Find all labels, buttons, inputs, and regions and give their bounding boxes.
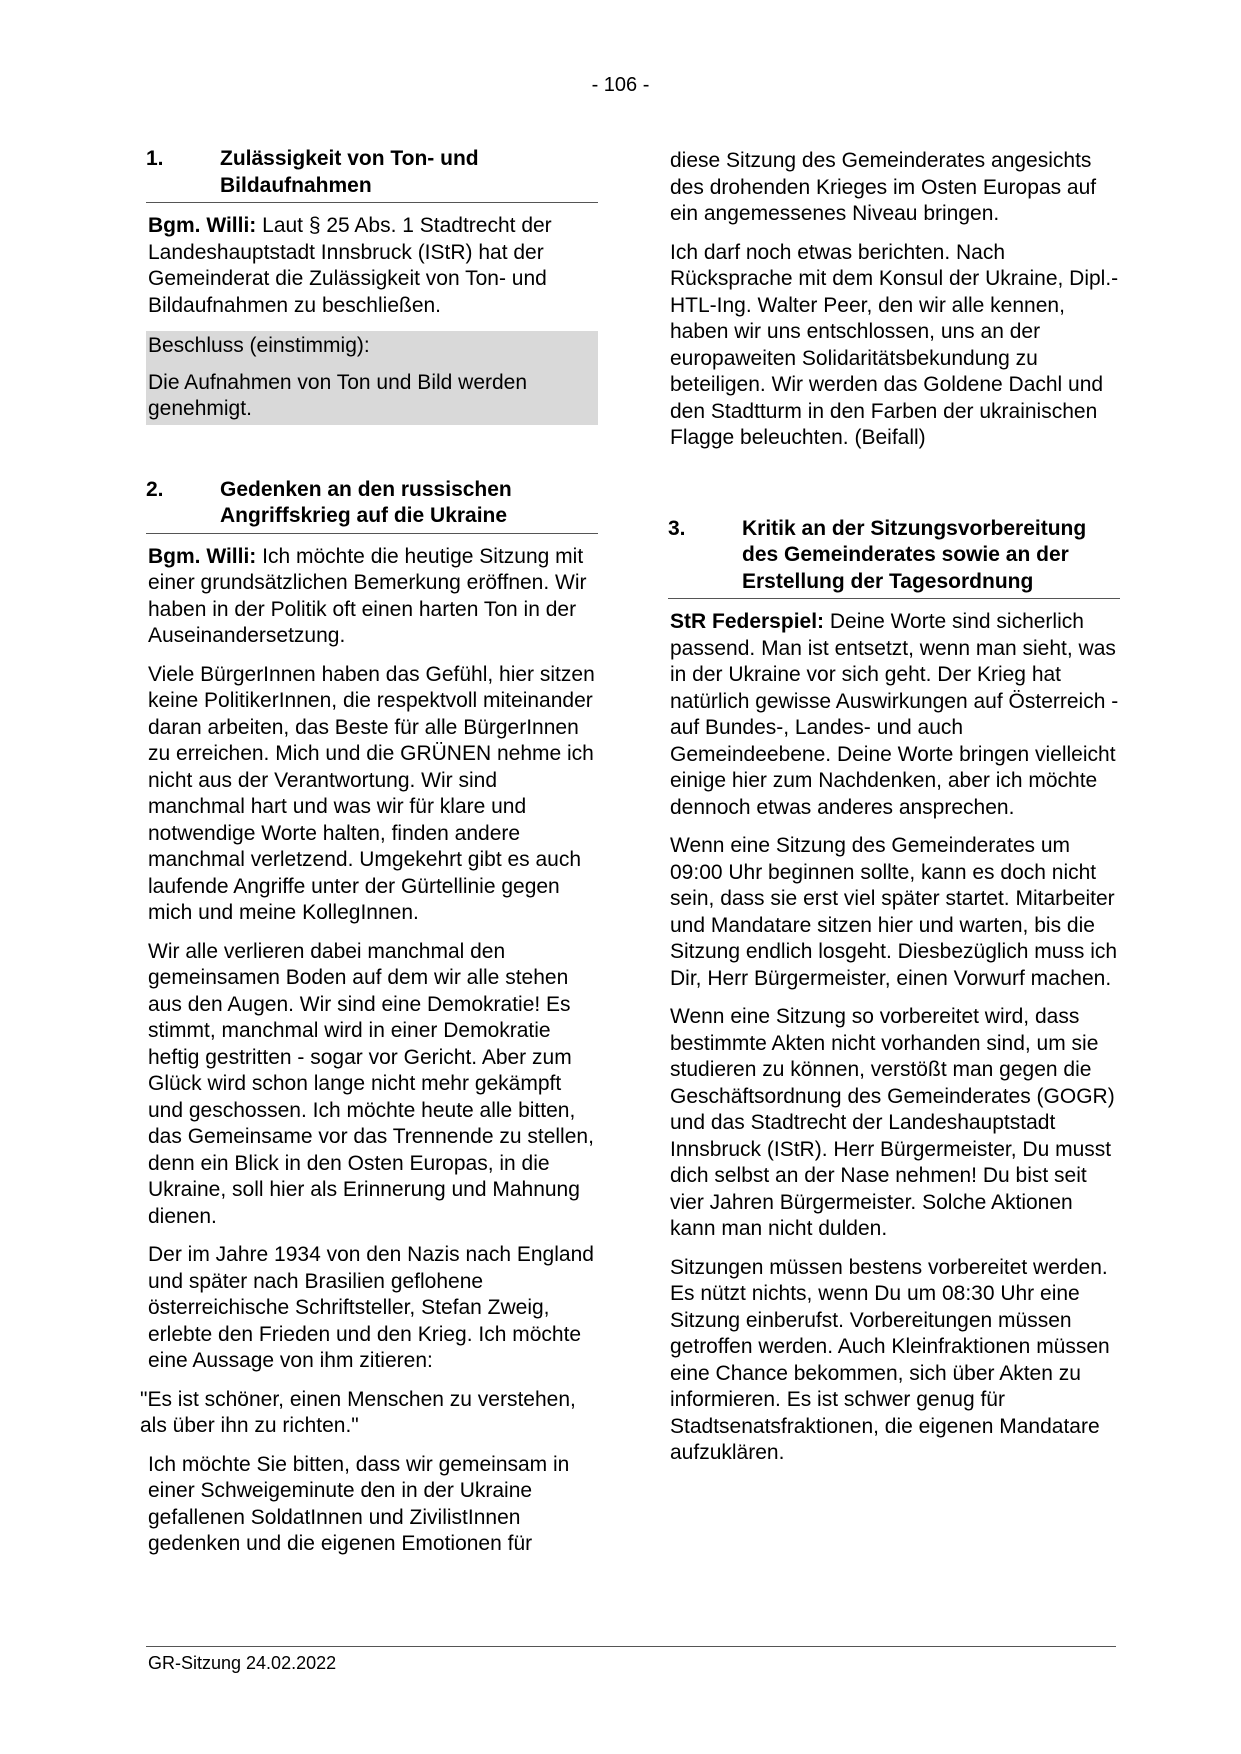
- paragraph-text: Ich möchte die heutige Sitzung mit einer grundsätzlichen Bemerkung eröffnen. Wir haben in der Politik oft einen harten Ton in der Auseinandersetzung.: [148, 544, 587, 647]
- section-number: 3.: [668, 516, 686, 540]
- paragraph: [148, 213, 598, 319]
- paragraph: Ich möchte Sie bitten, dass wir gemeinsam in einer Schweigeminute den in der Ukraine gefallenen SoldatInnen und ZivilistInnen gedenken und die eigenen Emotionen für: [148, 1452, 570, 1555]
- right-column: [668, 148, 1120, 1479]
- decision-box: [146, 331, 598, 425]
- paragraph-text: Laut § 25 Abs. 1 Stadtrecht der Landeshauptstadt Innsbruck (IStR) hat der Gemeinderat die Zulässigkeit von Ton- und Bildaufnahmen zu beschließen.: [148, 214, 552, 317]
- section-heading-1: [146, 146, 598, 203]
- speaker-name: StR Federspiel:: [670, 610, 825, 633]
- paragraph: diese Sitzung des Gemeinderates angesichts des drohenden Krieges im Osten Europas auf ein angemessenes Niveau bringen.: [670, 149, 1097, 225]
- section-number: 2.: [146, 477, 164, 501]
- paragraph: [670, 609, 1120, 821]
- section-heading-2: [146, 477, 598, 534]
- paragraph-text: Deine Worte sind sicherlich passend. Man ist entsetzt, wenn man sieht, was in der Ukraine vor sich geht. Der Krieg hat natürlich gewisse Auswirkungen auf Österreich - auf Bundes-, Landes- und auch Gemeindeebene. Deine Worte bringen vielleicht einige hier zum Nachdenken, aber ich möchte dennoch etwas anderes ansprechen.: [670, 610, 1119, 819]
- page-number: - 106 -: [591, 74, 650, 96]
- paragraph: Wir alle verlieren dabei manchmal den gemeinsamen Boden auf dem wir alle stehen aus den Augen. Wir sind eine Demokratie! Es stimmt, manchmal wird in einer Demokratie heftig gestritten - sogar vor Gericht. Aber zum Glück wird schon lange nicht mehr gekämpft und geschossen. Ich möchte heute alle bitten, das Gemeinsame vor das Trennende zu stellen, denn ein Blick in den Osten Europas, in die Ukraine, soll hier als Erinnerung und Mahnung dienen.: [148, 939, 594, 1228]
- section-number: 1.: [146, 147, 164, 170]
- section-title: Gedenken an den russischen Angriffskrieg auf die Ukraine: [220, 477, 512, 527]
- decision-label: Beschluss (einstimmig):: [148, 334, 370, 357]
- quote: "Es ist schöner, einen Menschen zu verstehen, als über ihn zu richten.": [140, 1387, 576, 1437]
- speaker-name: Bgm. Willi:: [148, 214, 257, 237]
- section-title: Kritik an der Sitzungsvorbereitung des Gemeinderates sowie an der Erstellung der Tagesordnung: [742, 516, 1087, 593]
- paragraph: Viele BürgerInnen haben das Gefühl, hier sitzen keine PolitikerInnen, die respektvoll miteinander daran arbeiten, das Beste für alle BürgerInnen zu erreichen. Mich und die GRÜNEN nehme ich nicht aus der Verantwortung. Wir sind manchmal hart und was wir für klare und notwendige Worte halten, finden andere manchmal verletzend. Umgekehrt gibt es auch laufende Angriffe unter der Gürtellinie gegen mich und meine KollegInnen.: [148, 662, 595, 924]
- decision-text: Die Aufnahmen von Ton und Bild werden genehmigt.: [148, 370, 528, 420]
- paragraph: Wenn eine Sitzung so vorbereitet wird, dass bestimmte Akten nicht vorhanden sind, um sie studieren zu können, verstößt man gegen die Geschäftsordnung des Gemeinderates (GOGR) und das Stadtrecht der Landeshauptstadt Innsbruck (IStR). Herr Bürgermeister, Du musst dich selbst an der Nase nehmen! Du bist seit vier Jahren Bürgermeister. Solche Aktionen kann man nicht dulden.: [670, 1005, 1115, 1240]
- footer-divider: [146, 1646, 1116, 1647]
- speaker-name: Bgm. Willi:: [148, 544, 257, 568]
- paragraph: Der im Jahre 1934 von den Nazis nach England und später nach Brasilien geflohene österreichische Schriftsteller, Stefan Zweig, erlebte den Frieden und den Krieg. Ich möchte eine Aussage von ihm zitieren:: [148, 1243, 594, 1372]
- paragraph: Ich darf noch etwas berichten. Nach Rücksprache mit dem Konsul der Ukraine, Dipl.-HTL-Ing. Walter Peer, den wir alle kennen, haben wir uns entschlossen, uns an der europaweiten Solidaritätsbekundung zu beteiligen. Wir werden das Goldene Dachl und den Stadtturm in den Farben der ukrainischen Flagge beleuchten. (Beifall): [670, 240, 1119, 449]
- left-column: [140, 146, 598, 1570]
- section-heading-3: [668, 516, 1120, 600]
- paragraph: [148, 544, 598, 650]
- paragraph: Wenn eine Sitzung des Gemeinderates um 09:00 Uhr beginnen sollte, kann es doch nicht sein, dass sie erst viel später startet. Mitarbeiter und Mandatare sitzen hier und warten, bis die Sitzung endlich losgeht. Diesbezüglich muss ich Dir, Herr Bürgermeister, einen Vorwurf machen.: [670, 834, 1118, 990]
- paragraph: Sitzungen müssen bestens vorbereitet werden. Es nützt nichts, wenn Du um 08:30 Uhr eine Sitzung einberufst. Vorbereitungen müssen getroffen werden. Auch Kleinfraktionen müssen eine Chance bekommen, sich über Akten zu informieren. Es ist schwer genug für Stadtsenatsfraktionen, die eigenen Mandatare aufzuklären.: [670, 1255, 1110, 1464]
- footer-text: GR-Sitzung 24.02.2022: [148, 1653, 337, 1673]
- section-title: Zulässigkeit von Ton- und Bildaufnahmen: [220, 147, 479, 197]
